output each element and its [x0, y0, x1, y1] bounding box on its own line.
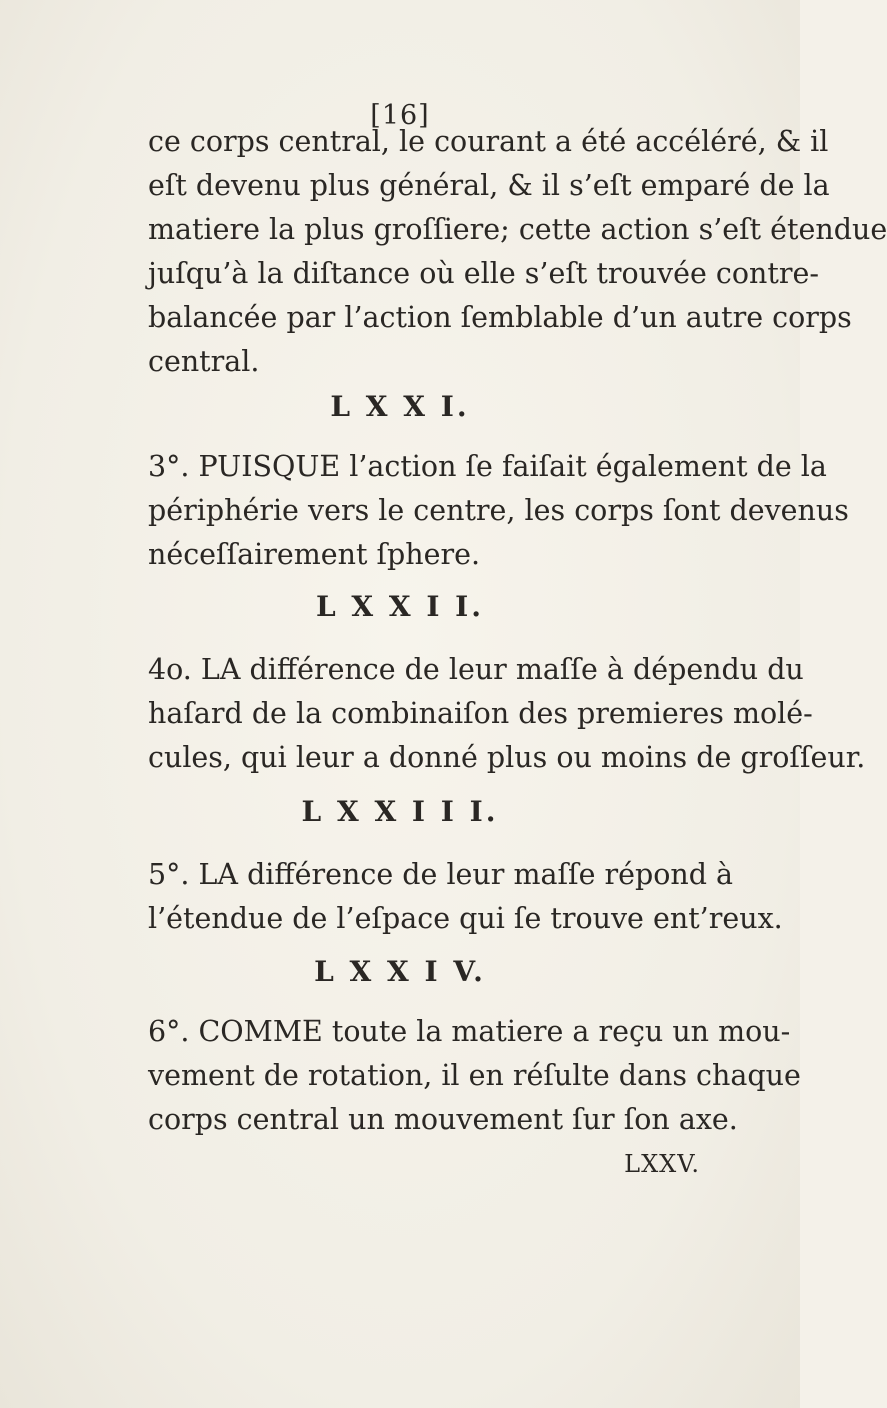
text-line: 5°. LA différence de leur maſſe répond à — [148, 858, 734, 891]
paragraph-2 — [148, 445, 849, 577]
catchword: LXXV. — [624, 1150, 700, 1178]
text-line: cules, qui leur a donné plus ou moins de groſſeur. — [148, 741, 866, 774]
section-heading-lxxiii: L X X I I I. — [301, 795, 499, 828]
text-line: vement de rotation, il en réſulte dans chaque — [148, 1059, 801, 1092]
text-line: l’étendue de l’eſpace qui ſe trouve ent’reux. — [148, 902, 783, 935]
page-number: [16] — [370, 100, 430, 131]
text-line: périphérie vers le centre, les corps ſont devenus — [148, 494, 849, 527]
text-line: 4o. LA différence de leur maſſe à dépendu du — [148, 653, 804, 686]
text-line: juſqu’à la diſtance où elle s’eſt trouvée contre- — [148, 257, 819, 290]
text-line: 3°. PUISQUE l’action ſe faiſait également de la — [148, 450, 827, 483]
section-heading-lxxi: L X X I. — [330, 390, 470, 423]
text-line: ce corps central, le courant a été accéléré, & il — [148, 125, 829, 158]
text-line: balancée par l’action ſemblable d’un autre corps — [148, 301, 852, 334]
text-line: néceſſairement ſphere. — [148, 538, 481, 571]
paragraph-1 — [148, 120, 887, 384]
text-line: corps central un mouvement ſur ſon axe. — [148, 1103, 738, 1136]
section-heading-lxxiv: L X X I V. — [314, 955, 486, 988]
paragraph-3 — [148, 648, 866, 780]
paragraph-4 — [148, 853, 783, 941]
paragraph-5 — [148, 1010, 801, 1142]
text-line: matiere la plus groſſiere; cette action s’eſt étendue — [148, 213, 887, 246]
text-line: 6°. COMME toute la matiere a reçu un mou- — [148, 1015, 791, 1048]
section-heading-lxxii: L X X I I. — [315, 590, 485, 623]
text-line: haſard de la combinaiſon des premieres molé- — [148, 697, 813, 730]
text-line: eſt devenu plus général, & il s’eſt emparé de la — [148, 169, 830, 202]
text-line: central. — [148, 345, 260, 378]
